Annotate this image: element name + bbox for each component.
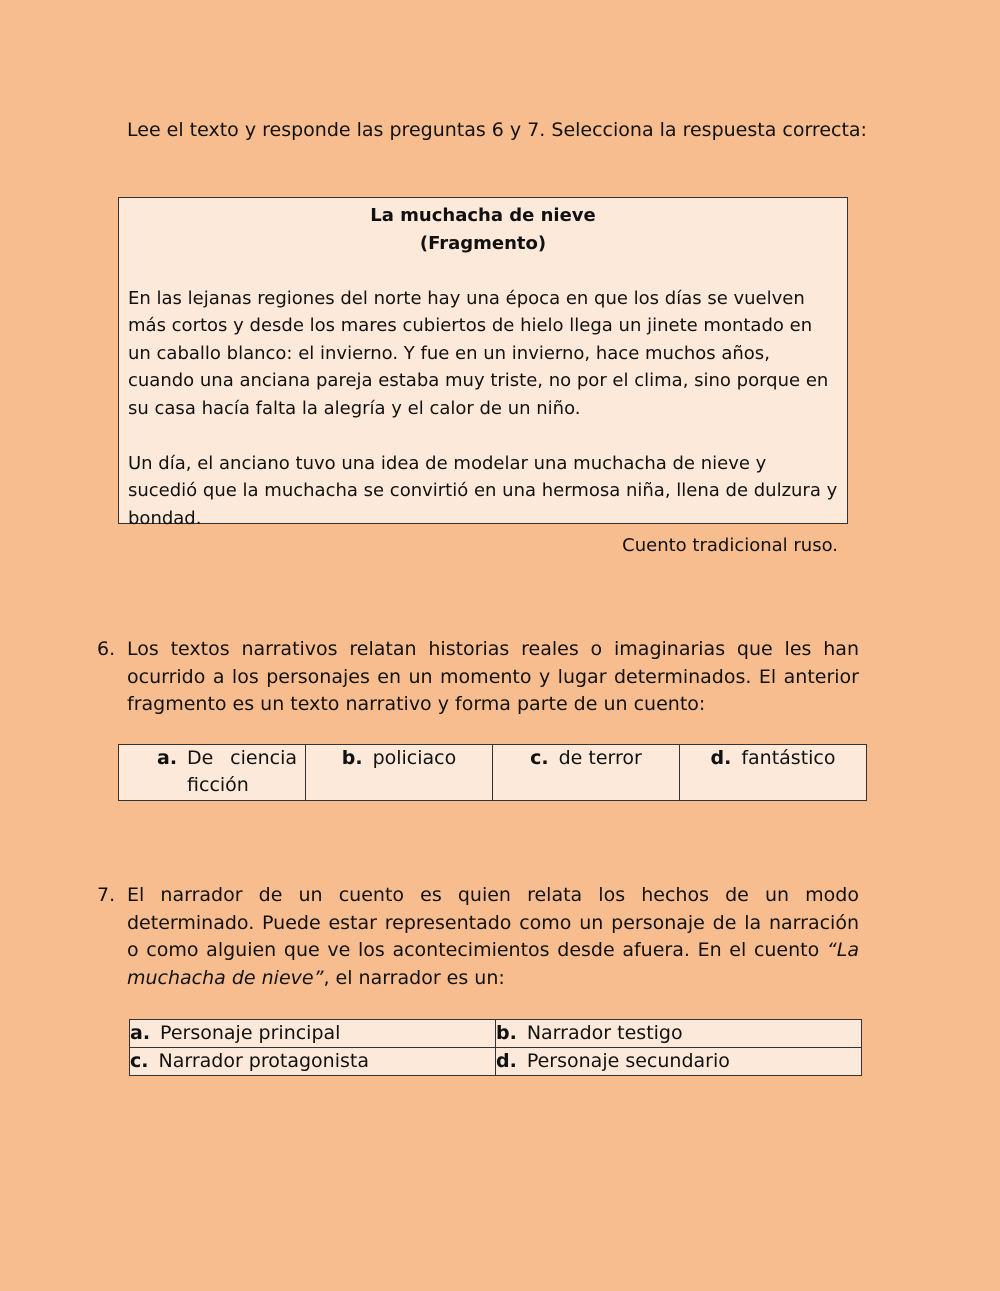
q7-option-b[interactable] xyxy=(496,1020,862,1048)
question-7-story-title: “La muchacha de nieve” xyxy=(127,939,859,989)
q7-option-c[interactable] xyxy=(130,1048,496,1076)
option-text: Personaje principal xyxy=(160,1022,341,1044)
option-letter: b. xyxy=(496,1022,517,1044)
option-a-word-2: ciencia xyxy=(230,747,297,769)
passage-source: Cuento tradicional ruso. xyxy=(622,535,838,556)
q6-option-c[interactable] xyxy=(493,745,680,801)
option-letter: d. xyxy=(710,747,732,769)
option-text: policiaco xyxy=(372,747,457,769)
option-text: fantástico xyxy=(741,747,836,769)
instructions: Lee el texto y responde las preguntas 6 y 7. Selecciona la respuesta correcta: xyxy=(127,119,867,141)
question-6-number: 6. xyxy=(97,638,116,660)
question-7-number: 7. xyxy=(97,884,116,906)
question-7-text-after: , el narrador es un: xyxy=(323,966,505,989)
q6-option-a[interactable] xyxy=(119,745,306,801)
passage-subtitle: (Fragmento) xyxy=(419,232,547,254)
question-7-options xyxy=(129,1019,862,1076)
question-7-text-before: El narrador de un cuento es quien relata los hechos de un modo determinado. Puede estar representado como un personaje de la narración o como alguien que ve los acontecimientos desde afuera. En el cuento xyxy=(127,884,859,961)
question-6-options xyxy=(118,744,867,801)
q6-option-b[interactable] xyxy=(306,745,493,801)
reading-passage-box xyxy=(118,197,848,556)
option-letter: a. xyxy=(130,1022,151,1044)
option-text: Personaje secundario xyxy=(526,1050,730,1072)
q7-option-a[interactable] xyxy=(130,1020,496,1048)
option-letter: b. xyxy=(341,747,363,769)
option-letter: d. xyxy=(496,1050,517,1072)
option-letter: c. xyxy=(130,1050,149,1072)
question-6-text: Los textos narrativos relatan historias reales o imaginarias que les han ocurrido a los personajes en un momento y lugar determinados. El anterior fragmento es un texto narrativo y forma parte de un cuento: xyxy=(127,638,859,715)
passage-paragraph-1: En las lejanas regiones del norte hay una época en que los días se vuelven más cortos y desde los mares cubiertos de hielo llega un jinete montado en un caballo blanco: el invierno. Y fue en un invierno, hace muchos años, cuando una anciana pareja estaba muy triste, no por el clima, sino porque en su casa hacía falta la alegría y el calor de un niño. xyxy=(128,287,829,419)
option-text: Narrador protagonista xyxy=(158,1050,369,1072)
option-text: Narrador testigo xyxy=(526,1022,683,1044)
q6-option-d[interactable] xyxy=(680,745,867,801)
option-text: de terror xyxy=(558,747,642,769)
option-letter: a. xyxy=(157,747,178,769)
option-a-word-3: ficción xyxy=(187,774,249,796)
passage-paragraph-2: Un día, el anciano tuvo una idea de modelar una muchacha de nieve y sucedió que la muchacha se convirtió en una hermosa niña, llena de dulzura y bondad. xyxy=(128,452,838,529)
option-letter: c. xyxy=(530,747,549,769)
question-6 xyxy=(97,636,859,719)
question-7 xyxy=(97,882,859,992)
option-a-word-1: De xyxy=(187,747,214,769)
passage-title: La muchacha de nieve xyxy=(370,205,596,226)
question-7-text xyxy=(127,882,859,992)
q7-option-d[interactable] xyxy=(496,1048,862,1076)
